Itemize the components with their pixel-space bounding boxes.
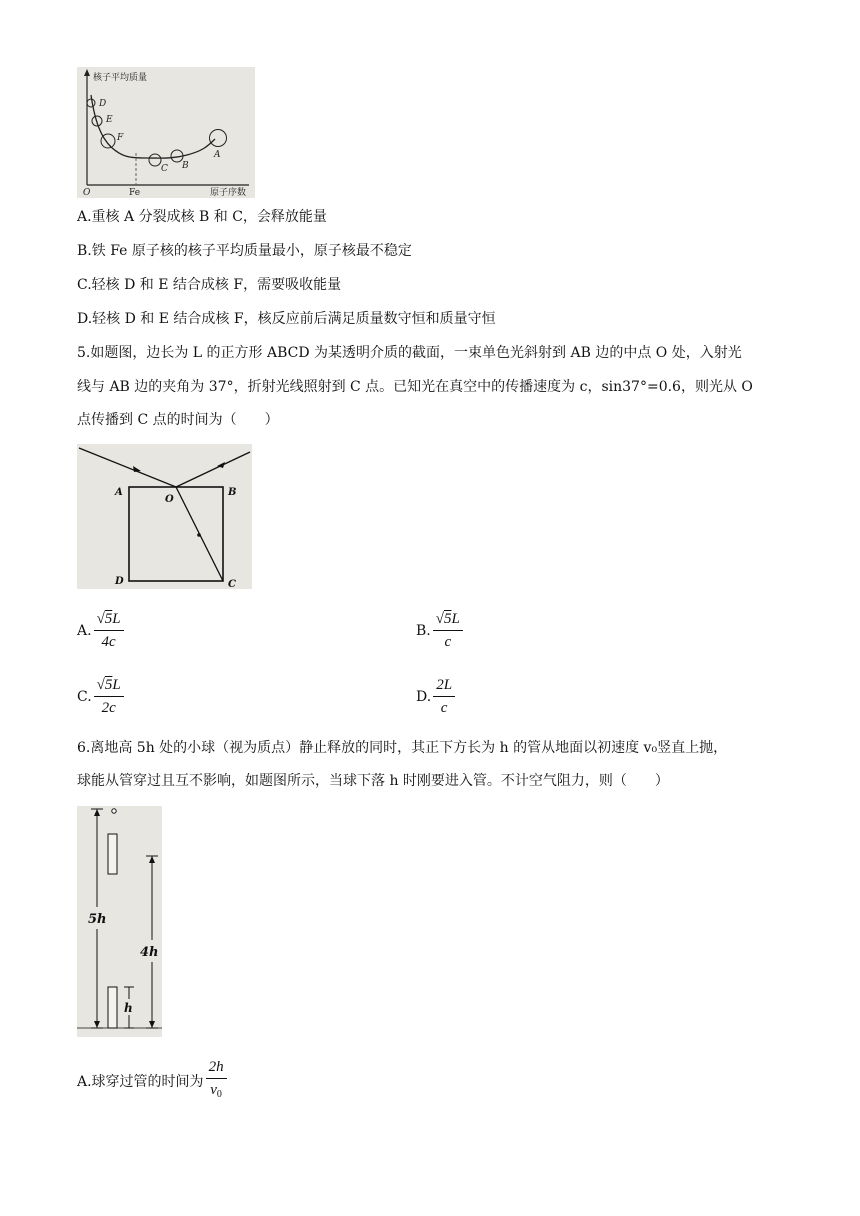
q6-option-a: [77, 1058, 227, 1104]
q5-stem-line2: 线与 AB 边的夹角为 37°，折射光线照射到 C 点。已知光在真空中的传播速度为 c，sin37°=0.6，则光从 O: [77, 379, 753, 395]
label-c: C: [161, 164, 168, 174]
fe-label: Fe: [129, 188, 141, 198]
label-b: B: [182, 161, 189, 171]
q5-a-den: 4c: [101, 634, 116, 650]
y-axis-label: 核子平均质量: [93, 73, 148, 83]
label-a: A: [115, 487, 123, 498]
label-f: F: [117, 133, 124, 143]
tube-ground: [108, 987, 117, 1028]
label-d: D: [99, 99, 107, 109]
nucleus-c: [149, 154, 161, 166]
q5-option-d-prefix: D.: [416, 688, 432, 705]
q4-option-b: B.铁 Fe 原子核的核子平均质量最小，原子核最不稳定: [77, 243, 412, 259]
square-abcd: [129, 487, 223, 581]
q5-stem-line3: 点传播到 C 点的时间为（ ）: [77, 412, 279, 428]
ball-tube-figure: [77, 806, 162, 1037]
q5-b-var: L: [451, 611, 460, 627]
q5-option-d-fraction: [433, 676, 455, 717]
q5-option-a-prefix: A.: [77, 622, 92, 639]
q5-a-sqrt: 5: [104, 611, 113, 627]
incident-ray: [79, 448, 176, 487]
nucleus-f: [101, 134, 115, 148]
nucleus-a: [210, 130, 227, 147]
q5-c-den: 2c: [101, 700, 116, 716]
ball: [112, 809, 116, 813]
q5-option-c: [77, 676, 124, 717]
q5-d-num: 2L: [433, 676, 455, 697]
q5-option-c-fraction: $\frac{√5L}{2c}$: [94, 676, 124, 717]
square-medium-figure: [77, 444, 252, 589]
label-h: h: [124, 1001, 133, 1015]
q5-c-sqrt: 5: [104, 677, 113, 693]
label-d: D: [115, 576, 124, 587]
q6-stem-line2: 球能从管穿过且互不影响，如题图所示，当球下落 h 时刚要进入管。不计空气阻力，则（ ）: [77, 773, 669, 789]
q5-d-den: c: [440, 700, 448, 716]
label-5h: 5h: [88, 912, 107, 927]
q5-option-a-fraction: $\frac{√5L}{4c}$: [94, 610, 124, 651]
x-axis-label: 原子序数: [210, 188, 247, 198]
q5-option-d: [416, 676, 455, 717]
binding-curve-figure: [77, 67, 255, 198]
q4-option-a: A.重核 A 分裂成核 B 和 C，会释放能量: [77, 209, 327, 225]
q5-option-c-prefix: C.: [77, 688, 92, 705]
q5-option-a: [77, 610, 124, 651]
q6-option-a-text: A.球穿过管的时间为: [77, 1074, 204, 1090]
nucleus-d: [87, 99, 95, 107]
q5-c-var: L: [112, 677, 121, 693]
q5-option-b-fraction: $\frac{√5L}{c}$: [433, 610, 463, 651]
label-a: A: [214, 150, 221, 160]
q5-option-b-prefix: B.: [416, 622, 431, 639]
origin-label: O: [83, 188, 91, 198]
q4-option-c: C.轻核 D 和 E 结合成核 F，需要吸收能量: [77, 277, 342, 293]
q5-a-var: L: [112, 611, 121, 627]
label-o: O: [165, 494, 174, 505]
q5-b-den: c: [444, 634, 452, 650]
mass-curve: [91, 95, 215, 158]
q6-stem-line1: 6.离地高 5h 处的小球（视为质点）静止释放的同时，其正下方长为 h 的管从地面以初速度 v₀竖直上抛，: [77, 740, 728, 756]
q5-b-sqrt: 5: [443, 611, 452, 627]
q6-a-den-var: v: [210, 1082, 217, 1098]
tube-upper-dashed: [108, 834, 117, 874]
reflected-ray: [176, 452, 250, 487]
q5-option-b: [416, 610, 463, 651]
y-axis-arrow: [84, 69, 90, 76]
label-4h: 4h: [140, 945, 159, 960]
q6-option-a-fraction: [206, 1058, 227, 1104]
label-b: B: [228, 487, 237, 498]
q4-option-d: D.轻核 D 和 E 结合成核 F，核反应前后满足质量数守恒和质量守恒: [77, 311, 496, 327]
label-e: E: [106, 115, 113, 125]
q5-stem-line1: 5.如题图，边长为 L 的正方形 ABCD 为某透明介质的截面，一束单色光斜射到 AB 边的中点 O 处，入射光: [77, 345, 742, 361]
ray-marker: [197, 533, 201, 537]
incident-arrow: [133, 466, 141, 472]
label-c: C: [228, 579, 236, 589]
q6-a-num: 2h: [206, 1058, 227, 1079]
q6-a-den-sub: 0: [216, 1089, 222, 1100]
